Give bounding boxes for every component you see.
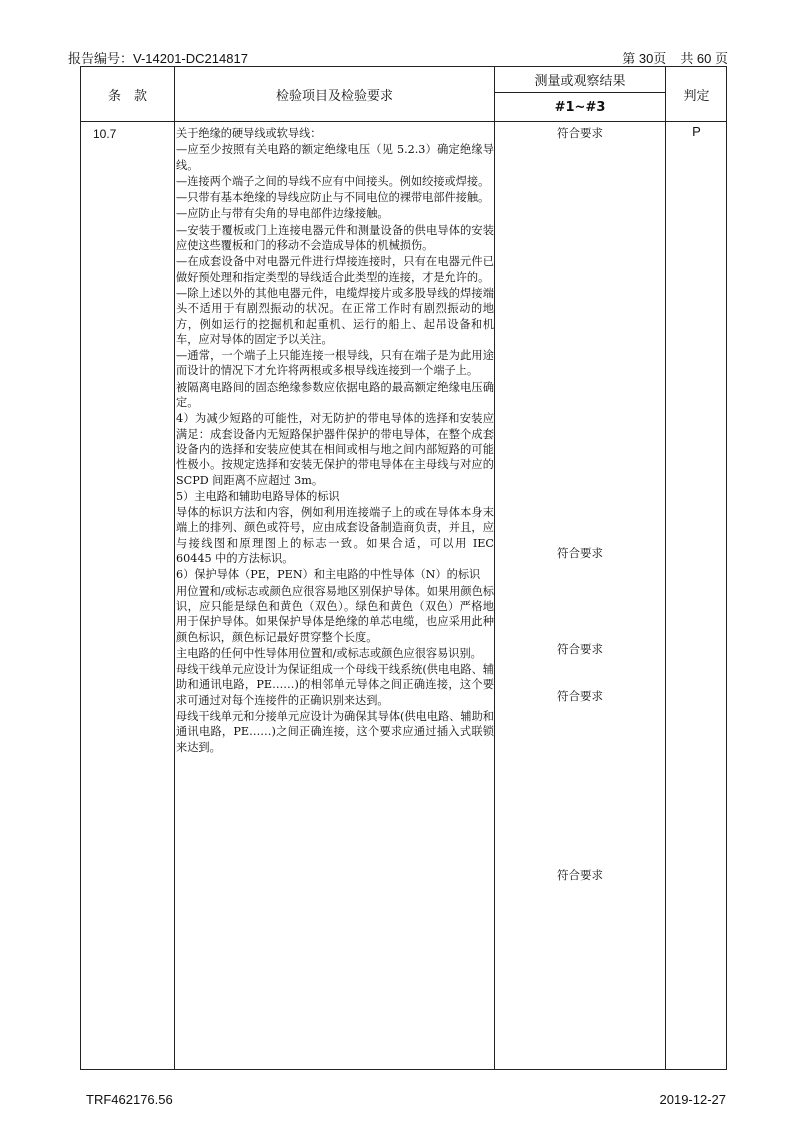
requirement-paragraph: 被隔离电路间的固态绝缘参数应依据电路的最高额定绝缘电压确定。 [176, 380, 494, 410]
requirement-paragraph: —在成套设备中对电器元件进行焊接连接时，只有在电器元件已做好预处理和指定类型的导线适合此类型的连接，才是允许的。 [176, 255, 494, 284]
issue-date: 2019-12-27 [659, 1092, 726, 1107]
requirement-paragraph: —除上述以外的其他电器元件，电缆焊接片或多股导线的焊接端头不适用于有剧烈振动的状况。在正常工作时有剧烈振动的地方，例如运行的挖掘机和起重机、运行的船上、起吊设备和机车，应对导体的固定予以关注。 [176, 286, 494, 346]
page-footer [86, 1092, 726, 1110]
requirement-paragraph: 母线干线单元应设计为保证组成一个母线干线系统(供电电路、辅助和通讯电路，PE……)的相邻单元导体之间正确连接，这个要求可通过对每个连接件的正确识别来达到。 [176, 663, 494, 707]
requirement-paragraph: 导体的标识方法和内容，例如利用连接端子上的或在导体本身末端上的排列、颜色或符号，应由成套设备制造商负责，并且，应与接线图和原理图上的标志一致。如果合适，可以用 IEC 60445 中的方法标识。 [176, 506, 494, 566]
page-indicator [622, 48, 728, 67]
column-header-clause: 条 款 [107, 88, 147, 104]
requirement-paragraph: —应防止与带有尖角的导电部件边缘接触。 [176, 207, 389, 221]
table-divider [665, 67, 666, 1069]
requirement-paragraph: —应至少按照有关电路的额定绝缘电压（见 5.2.3）确定绝缘导线。 [176, 143, 494, 172]
result-cell: 符合要求 [557, 642, 603, 656]
total-pages: 共 60 页 [680, 51, 728, 66]
result-cell: 符合要求 [557, 868, 603, 882]
table-divider [494, 67, 495, 1069]
column-header-item: 检验项目及检验要求 [275, 88, 393, 104]
requirements-text [176, 126, 494, 756]
requirement-paragraph: 6）保护导体（PE，PEN）和主电路的中性导体（N）的标识 [176, 568, 481, 582]
result-cell: 符合要求 [557, 546, 603, 560]
table-divider [81, 121, 726, 122]
result-cell: 符合要求 [557, 689, 603, 703]
clause-number: 10.7 [93, 127, 117, 141]
verdict-cell: P [692, 124, 701, 139]
inspection-table [80, 66, 727, 1070]
page-number: 第 30页 [622, 51, 667, 66]
form-number: TRF462176.56 [86, 1092, 173, 1107]
requirement-paragraph: —只带有基本绝缘的导线应防止与不同电位的裸带电部件接触。 [176, 191, 490, 205]
requirement-paragraph: 5）主电路和辅助电路导体的标识 [176, 489, 340, 503]
column-header-result: 测量或观察结果 [534, 74, 626, 89]
column-header-verdict: 判定 [683, 88, 710, 104]
result-cell: 符合要求 [557, 126, 603, 140]
column-header-samples: #1~#3 [554, 99, 606, 115]
requirement-paragraph: —连接两个端子之间的导线不应有中间接头。例如绞接或焊接。 [176, 174, 490, 188]
requirement-paragraph: —通常，一个端子上只能连接一根导线，只有在端子是为此用途而设计的情况下才允许将两根或多根导线连接到一个端子上。 [176, 349, 494, 378]
table-divider [174, 67, 175, 1069]
requirement-paragraph: 关于绝缘的硬导线或软导线： [176, 127, 322, 140]
requirement-paragraph: 母线干线单元和分接单元应设计为确保其导体(供电电路、辅助和通讯电路，PE……)之间正确连接，这个要求应通过插入式联锁来达到。 [176, 709, 494, 754]
requirement-paragraph: —安装于覆板或门上连接电器元件和测量设备的供电导体的安装应使这些覆板和门的移动不会造成导体的机械损伤。 [176, 223, 494, 253]
requirement-paragraph: 主电路的任何中性导体用位置和/或标志或颜色应很容易识别。 [176, 646, 482, 660]
page-header [68, 48, 728, 66]
requirement-paragraph: 4）为减少短路的可能性，对无防护的带电导体的选择和安装应满足：成套设备内无短路保护器件保护的带电导体，在整个成套设备内的选择和安装应使其在相间或相与地之间内部短路的可能性极小。按规定选择和安装无保护的带电导体在主母线与对应的SCPD 间距离不应超过 3m。 [176, 412, 494, 487]
requirement-paragraph: 用位置和/或标志或颜色应很容易地区别保护导体。如果用颜色标识，应只能是绿色和黄色（双色）。绿色和黄色（双色）严格地用于保护导体。如果保护导体是绝缘的单芯电缆，也应采用此种颜色标识，颜色标记最好贯穿整个长度。 [176, 584, 494, 644]
report-number: 报告编号：V-14201-DC214817 [68, 51, 248, 66]
